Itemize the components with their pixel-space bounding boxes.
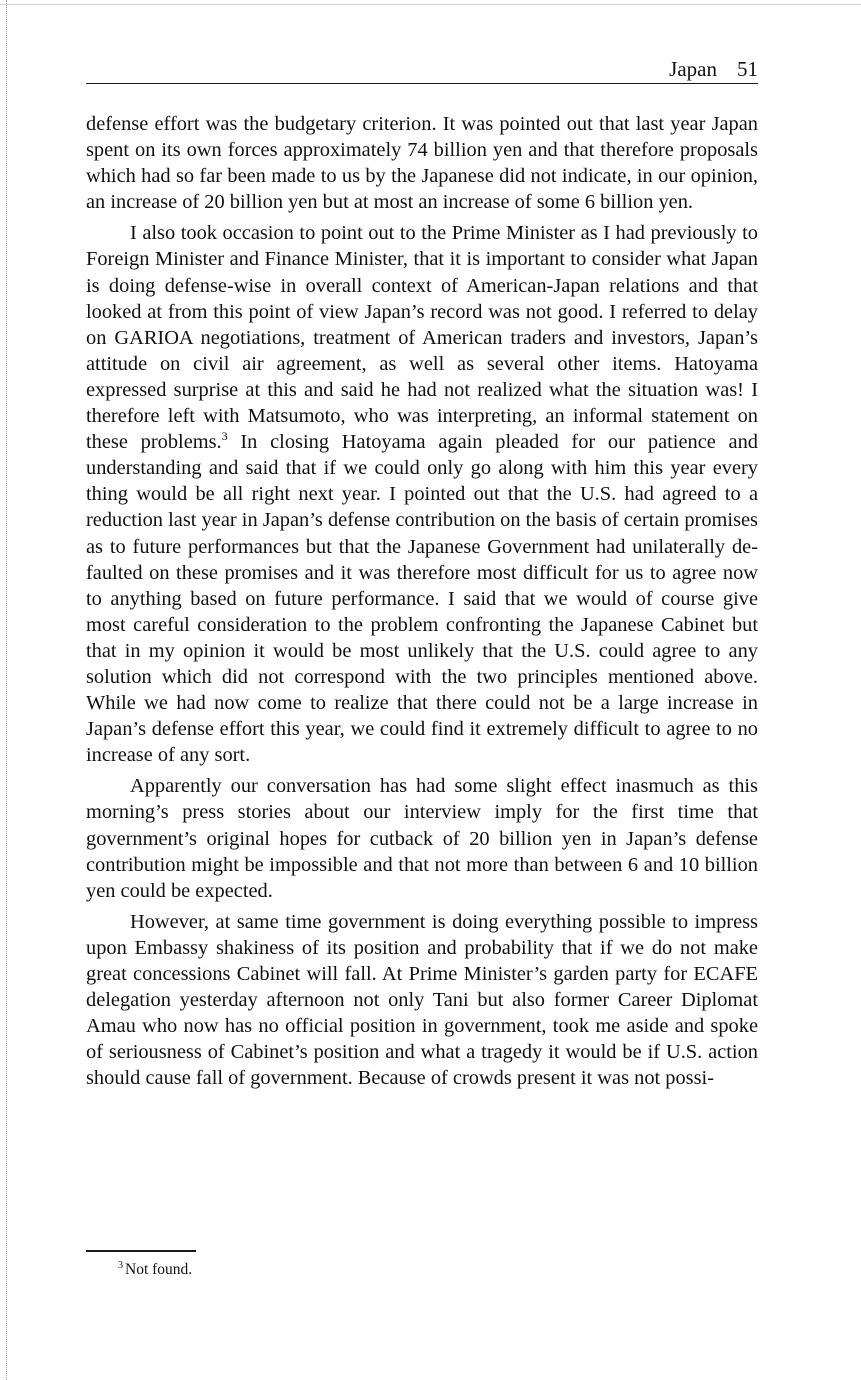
paragraph-3: Apparently our conversation has had some slight effect inasmuch as this morning’s press stories about our interview imply for the first time that government’s original hopes for cutback of 20 billion yen in Japan’s defense contribution might be impossible and that not more than between 6 and 10 billion yen could be expected. [86, 775, 758, 902]
footnote-3 [118, 1258, 192, 1282]
running-head-section: Japan [669, 57, 717, 81]
footnote-text: Not found. [125, 1261, 193, 1278]
paragraph-2-part-2: In closing Hatoyama again pleaded for our patience and understanding and said that if we could only go along with him this year every thing would be all right next year. I pointed out that the U.S. had agreed to a reduction last year in Japan’s defense contribution on the basis of certain promises as to future performances but that the Japanese Government had unilaterally defaulted on these promises and it was therefore most difficult for us to agree now to anything based on future performance. I said that we would of course give most careful consideration to the problem confronting the Japanese Cabinet but that in my opinion it would be most unlikely that the U.S. could agree to any solution which did not correspond with the two principles mentioned above. While we had now come to realize that there could not be a large increase in Japan’s defense effort this year, we could find it extremely difficult to agree to no increase of any sort. [86, 431, 758, 767]
page-top-edge [0, 0, 861, 5]
paragraph-2-part-1: I also took occasion to point out to the Prime Minister as I had previously to Foreign Minister and Finance Minister, that it is important to consider what Japan is doing defense-wise in overall context of American-Japan relations and that looked at from this point of view Japan’s record was not good. I referred to delay on GARIOA negotiations, treatment of American traders and investors, Japan’s attitude on civil air agreement, as well as several other items. Hatoyama expressed surprise at this and said he had not realized what the situation was! I therefore left with Matsumoto, who was interpreting, an informal statement on these problems. [86, 222, 758, 454]
footnote-marker: 3 [118, 1260, 123, 1271]
page-number: 51 [737, 57, 758, 81]
paragraph-1: defense effort was the budgetary criterion. It was pointed out that last year Japan spent on its own forces approximately 74 billion yen and that therefore proposals which had so far been made to us by the Japanese did not indicate, in our opinion, an increase of 20 billion yen but at most an increase of some 6 billion yen. [86, 113, 758, 214]
footnote-ref-3: 3 [221, 429, 228, 444]
footnote-rule [86, 1250, 196, 1252]
paragraph-2 [86, 220, 758, 768]
body-text [86, 111, 758, 1096]
running-head [86, 55, 758, 84]
paragraph-4: However, at same time government is doing everything possible to impress upon Embassy shakiness of its position and probability that if we do not make great concessions Cabinet will fall. At Prime Minister’s garden party for ECAFE delegation yesterday afternoon not only Tani but also former Career Diplomat Amau who now has no official position in government, took me aside and spoke of seriousness of Cabinet’s position and what a tragedy it would be if U.S. action should cause fall of government. Because of crowds present it was not possi- [86, 910, 758, 1090]
scan-binding-edge [0, 0, 7, 1380]
